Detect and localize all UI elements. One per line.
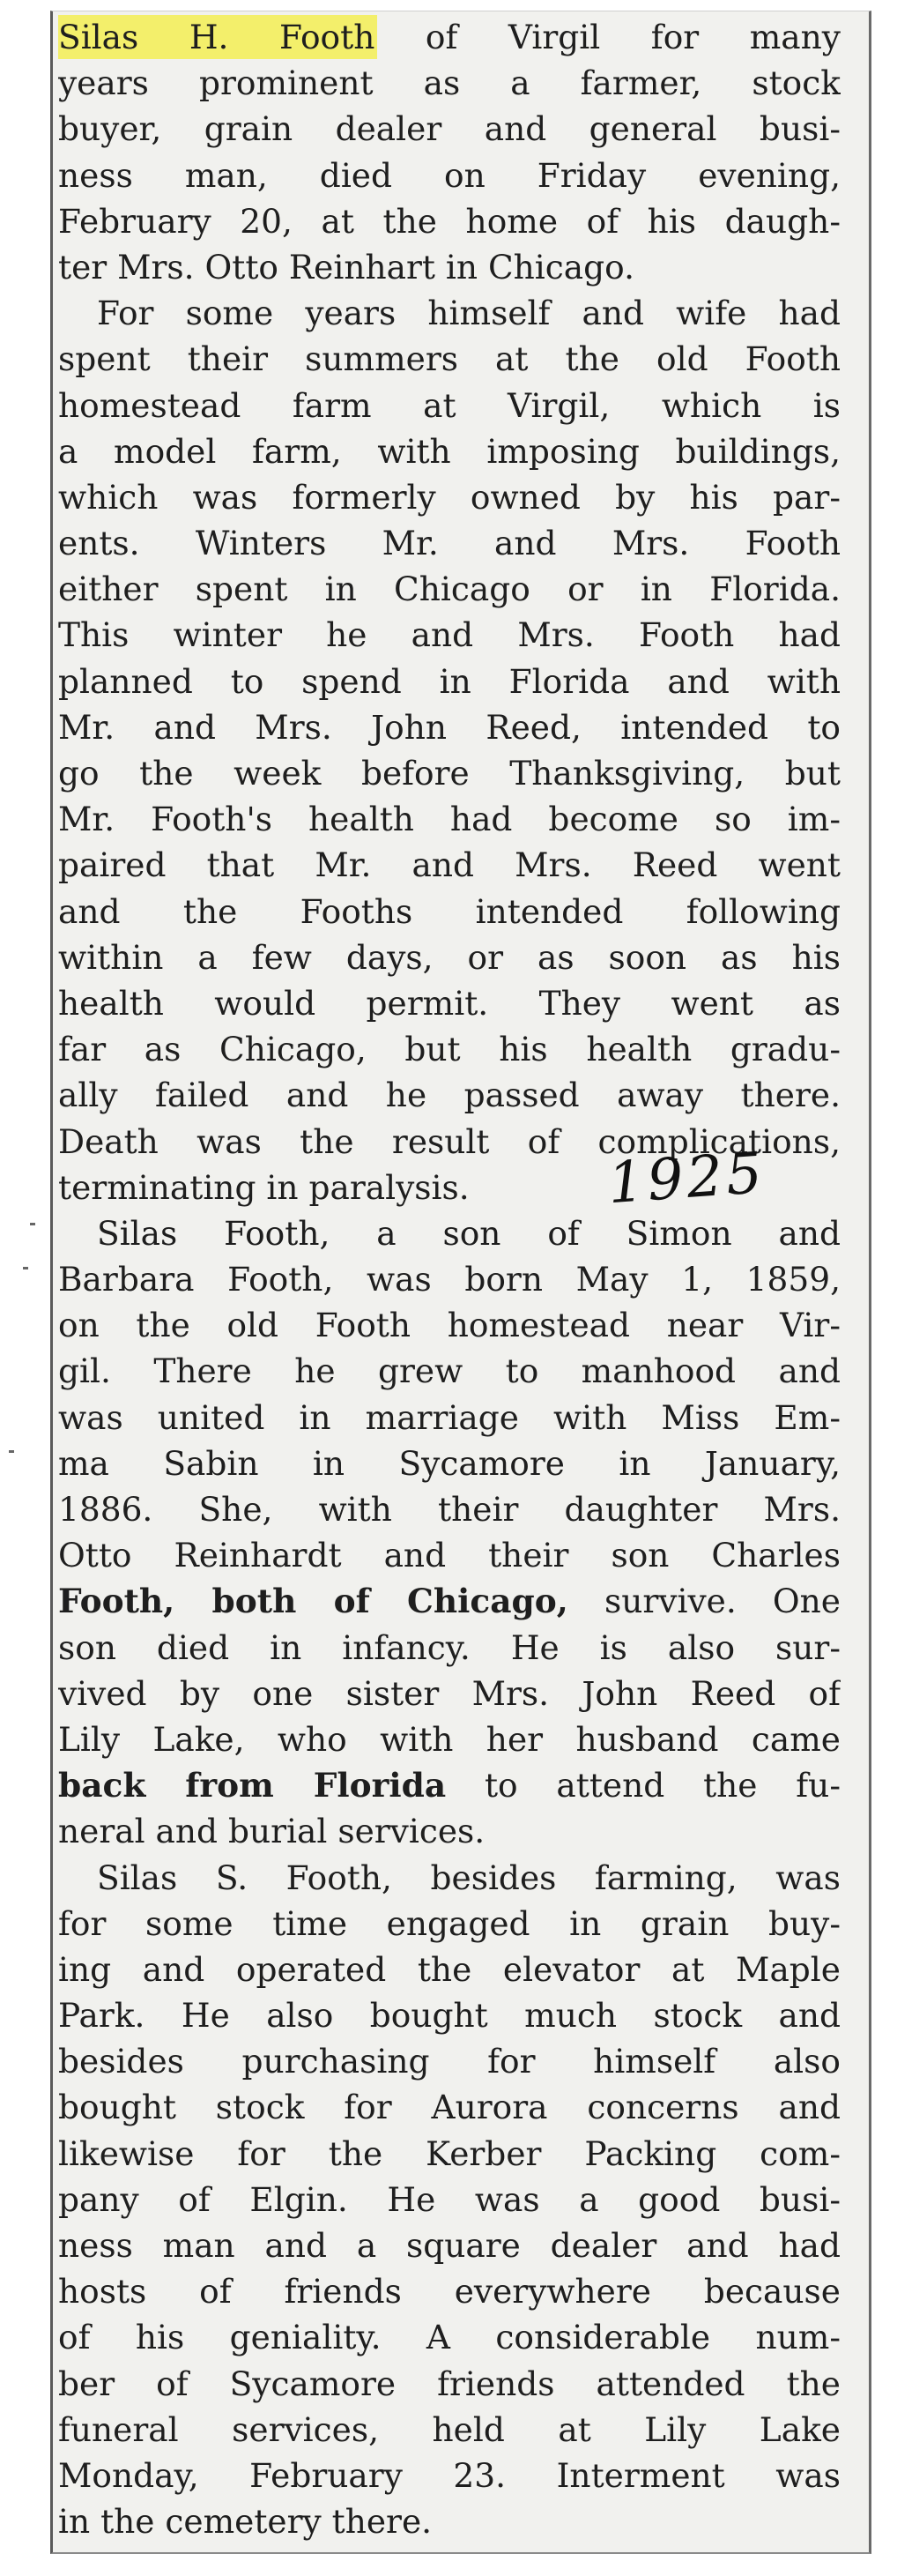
article-line [58,2498,841,2544]
article-line-text: ing and operated the elevator at Maple [58,1949,841,1989]
article-line-text: spent their summers at the old Footh [58,339,841,379]
article-line [58,1532,841,1578]
article-line-text: either spent in Chicago or in Florida. [58,570,841,609]
article-line [58,153,841,198]
article-line [58,2038,841,2084]
article-line [58,1716,841,1762]
article-line-text: Footh, both of Chicago, survive. One [58,1582,841,1621]
article-line-text: funeral services, held at Lily Lake [58,2409,841,2449]
article-line-text: homestead farm at Virgil, which is [58,385,841,425]
article-line [58,1855,841,1901]
article-line-text: Lily Lake, who with her husband came [58,1719,841,1759]
article-line-text: For some years himself and wife had [97,294,841,333]
article-line-text: bought stock for Aurora concerns and [58,2088,841,2127]
article-line-text: years prominent as a farmer, stock [58,63,841,103]
article-line [58,428,841,474]
article-line [58,2177,841,2222]
article-line-text: buyer, grain dealer and general busi- [58,109,841,149]
article-line-text: for some time engaged in grain buy- [58,1903,841,1943]
scan-speck [23,1267,28,1269]
article-line-text: Mr. and Mrs. John Reed, intended to [58,707,841,747]
article-line-text: likewise for the Kerber Packing com- [58,2133,841,2173]
article-line [58,1072,841,1118]
article-line [58,1762,841,1808]
scan-speck [9,1450,14,1453]
article-line-text: of Virgil for many [374,18,841,56]
article-line-text: gil. There he grew to manhood and [58,1351,841,1391]
article-line-text: ber of Sycamore friends attended the [58,2364,841,2403]
article-line [58,2361,841,2407]
article-line-text: Monday, February 23. Interment was [58,2455,841,2495]
article-line [58,14,841,60]
article-line-text: of his geniality. A considerable num- [58,2318,841,2357]
article-line-text: Silas Footh, a son of Simon and [97,1213,841,1253]
article-line [58,1671,841,1716]
article-line [58,1901,841,1947]
article-line [58,2407,841,2453]
article-line [58,1625,841,1671]
article-line [58,842,841,888]
article-line-text: go the week before Thanksgiving, but [58,754,841,793]
article-line [58,1348,841,1394]
article-line [58,198,841,244]
article-line-text: This winter he and Mrs. Footh had [58,615,841,655]
article-line-text: ents. Winters Mr. and Mrs. Footh [58,524,841,563]
article-line-text: Otto Reinhardt and their son Charles [58,1536,841,1575]
article-line-text: was united in marriage with Miss Em- [58,1397,841,1437]
article-line [58,474,841,520]
article-line-text: which was formerly owned by his par- [58,477,841,517]
article-line-text: ma Sabin in Sycamore in January, [58,1443,841,1483]
article-line [58,704,841,750]
article-line-text: health would permit. They went as [58,983,841,1023]
article-line [58,566,841,612]
article-line [58,290,841,336]
article-line-text: ness man and a square dealer and had [58,2226,841,2265]
article-line [58,2314,841,2360]
article-line [58,106,841,152]
article-line-text: February 20, at the home of his daugh- [58,201,841,241]
article-line [58,336,841,382]
article-line-text: neral and burial services. [58,1812,486,1851]
article-line [58,1808,841,1854]
article-line-text: within a few days, or as soon as his [58,937,841,977]
article-line-text: hosts of friends everywhere because [58,2272,841,2312]
article-line [58,244,841,290]
article-line-text: ter Mrs. Otto Reinhart in Chicago. [58,247,634,287]
scan-speck [30,1223,35,1225]
article-line-text: ally failed and he passed away there. [58,1076,841,1115]
article-line-text: Mr. Footh's health had become so im- [58,800,841,839]
highlighted-name: Silas H. Footh [58,18,375,56]
article-line [58,520,841,566]
article-line-text: Death was the result of complications, [58,1121,841,1161]
article-line-text: terminating in paralysis. [58,1167,470,1207]
article-line-text: on the old Footh homestead near Vir- [58,1306,841,1345]
article-line [58,2084,841,2130]
article-line-text: far as Chicago, but his health gradu- [58,1030,841,1069]
article-line [58,1256,841,1302]
article-line [58,1578,841,1624]
article-line [58,60,841,106]
article-line [58,750,841,796]
article-line-text: 1886. She, with their daughter Mrs. [58,1490,841,1529]
article-line [58,2222,841,2268]
article-line [58,1210,841,1256]
article-line-text: besides purchasing for himself also [58,2042,841,2081]
article-line-text: vived by one sister Mrs. John Reed of [58,1673,841,1713]
article-line [58,1947,841,1992]
article-line-text: a model farm, with imposing buildings, [58,431,841,471]
article-line-text: son died in infancy. He is also sur- [58,1627,841,1667]
article-line-text: back from Florida to attend the fu- [58,1766,841,1805]
article-line [58,934,841,980]
article-line [58,1302,841,1348]
article-line [58,1026,841,1072]
article-line [58,659,841,704]
article-line [58,2453,841,2498]
article-line [58,889,841,934]
article-line [58,1486,841,1532]
article-line-text: planned to spend in Florida and with [58,661,841,701]
handwritten-year-annotation: 1925 [605,1140,768,1217]
article-line [58,612,841,658]
article-line-text: paired that Mr. and Mrs. Reed went [58,845,841,885]
article-line [58,383,841,428]
article-line-text: ness man, died on Friday evening, [58,155,841,195]
article-line [58,2268,841,2314]
article-line-text: Silas S. Footh, besides farming, was [97,1858,841,1897]
article-line [58,1395,841,1441]
article-line-text: pany of Elgin. He was a good busi- [58,2179,841,2219]
article-line-text: Barbara Footh, was born May 1, 1859, [58,1260,841,1299]
article-line [58,796,841,842]
article-line [58,1441,841,1486]
obituary-article-text [58,14,841,2544]
article-line [58,1992,841,2038]
article-line [58,2131,841,2177]
article-line-text: Park. He also bought much stock and [58,1996,841,2036]
article-line-text: and the Fooths intended following [58,891,841,931]
article-line-text: in the cemetery there. [58,2502,433,2542]
article-line [58,980,841,1026]
